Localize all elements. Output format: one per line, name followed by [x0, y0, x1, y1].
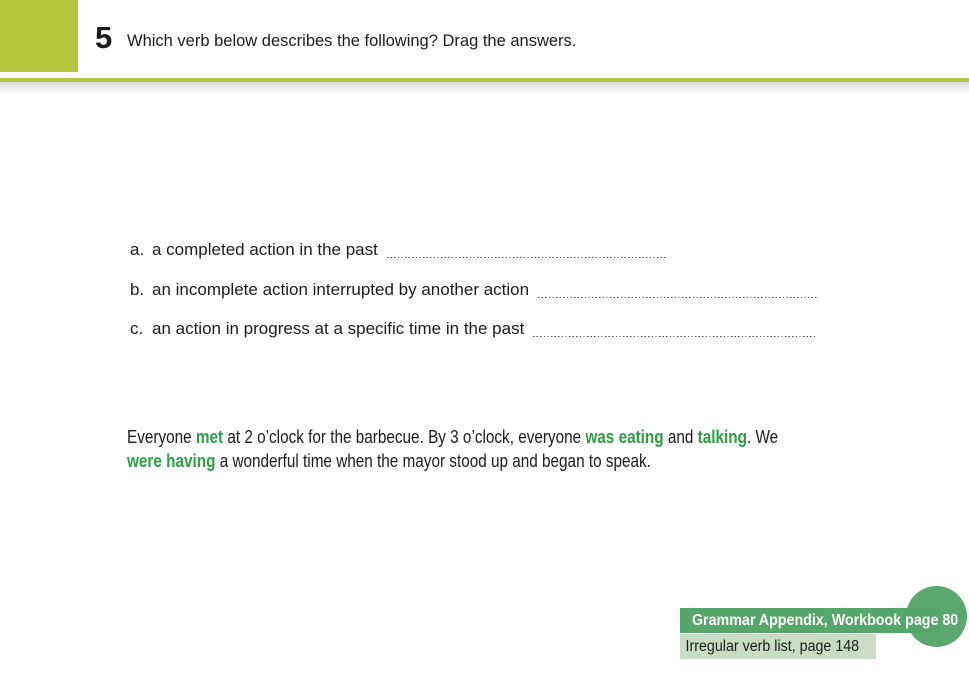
question-text: a completed action in the past	[152, 240, 378, 259]
passage-text: a wonderful time when the mayor stood up and began to speak.	[215, 450, 651, 471]
corner-accent-square	[0, 0, 78, 72]
verb-highlight-talking: talking	[697, 427, 747, 447]
passage-text: . We	[746, 427, 779, 447]
question-letter: a.	[130, 240, 145, 259]
question-text: an action in progress at a specific time in the past	[152, 319, 525, 338]
question-letter: c.	[130, 319, 144, 338]
answer-slot-b[interactable]	[538, 286, 818, 300]
question-row-c	[130, 319, 815, 339]
question-row-b	[130, 280, 818, 300]
answer-slot-c[interactable]	[533, 325, 815, 339]
answer-slot-a[interactable]	[387, 246, 667, 260]
exercise-instruction: Which verb below describes the following? Drag the answers.	[127, 32, 577, 50]
passage-text: Everyone	[127, 427, 196, 447]
exercise-number: 5	[95, 20, 112, 55]
header-divider-shadow	[0, 82, 969, 95]
question-letter: b.	[130, 280, 145, 299]
reference-grammar-appendix[interactable]	[680, 608, 959, 633]
reading-passage	[127, 426, 875, 473]
reference-irregular-verb-list-label: Irregular verb list, page 148	[685, 638, 860, 655]
question-row-a	[130, 240, 667, 260]
passage-text: and	[663, 427, 698, 447]
verb-highlight-was-eating: was eating	[585, 427, 664, 447]
question-text: an incomplete action interrupted by another action	[152, 280, 530, 299]
reference-grammar-appendix-label: Grammar Appendix, Workbook page 80	[691, 612, 959, 629]
passage-text: at 2 o’clock for the barbecue. By 3 o’clock, everyone	[223, 427, 586, 447]
reference-irregular-verb-list[interactable]	[680, 634, 876, 659]
verb-highlight-were-having: were having	[127, 450, 216, 471]
verb-highlight-met: met	[195, 427, 224, 447]
